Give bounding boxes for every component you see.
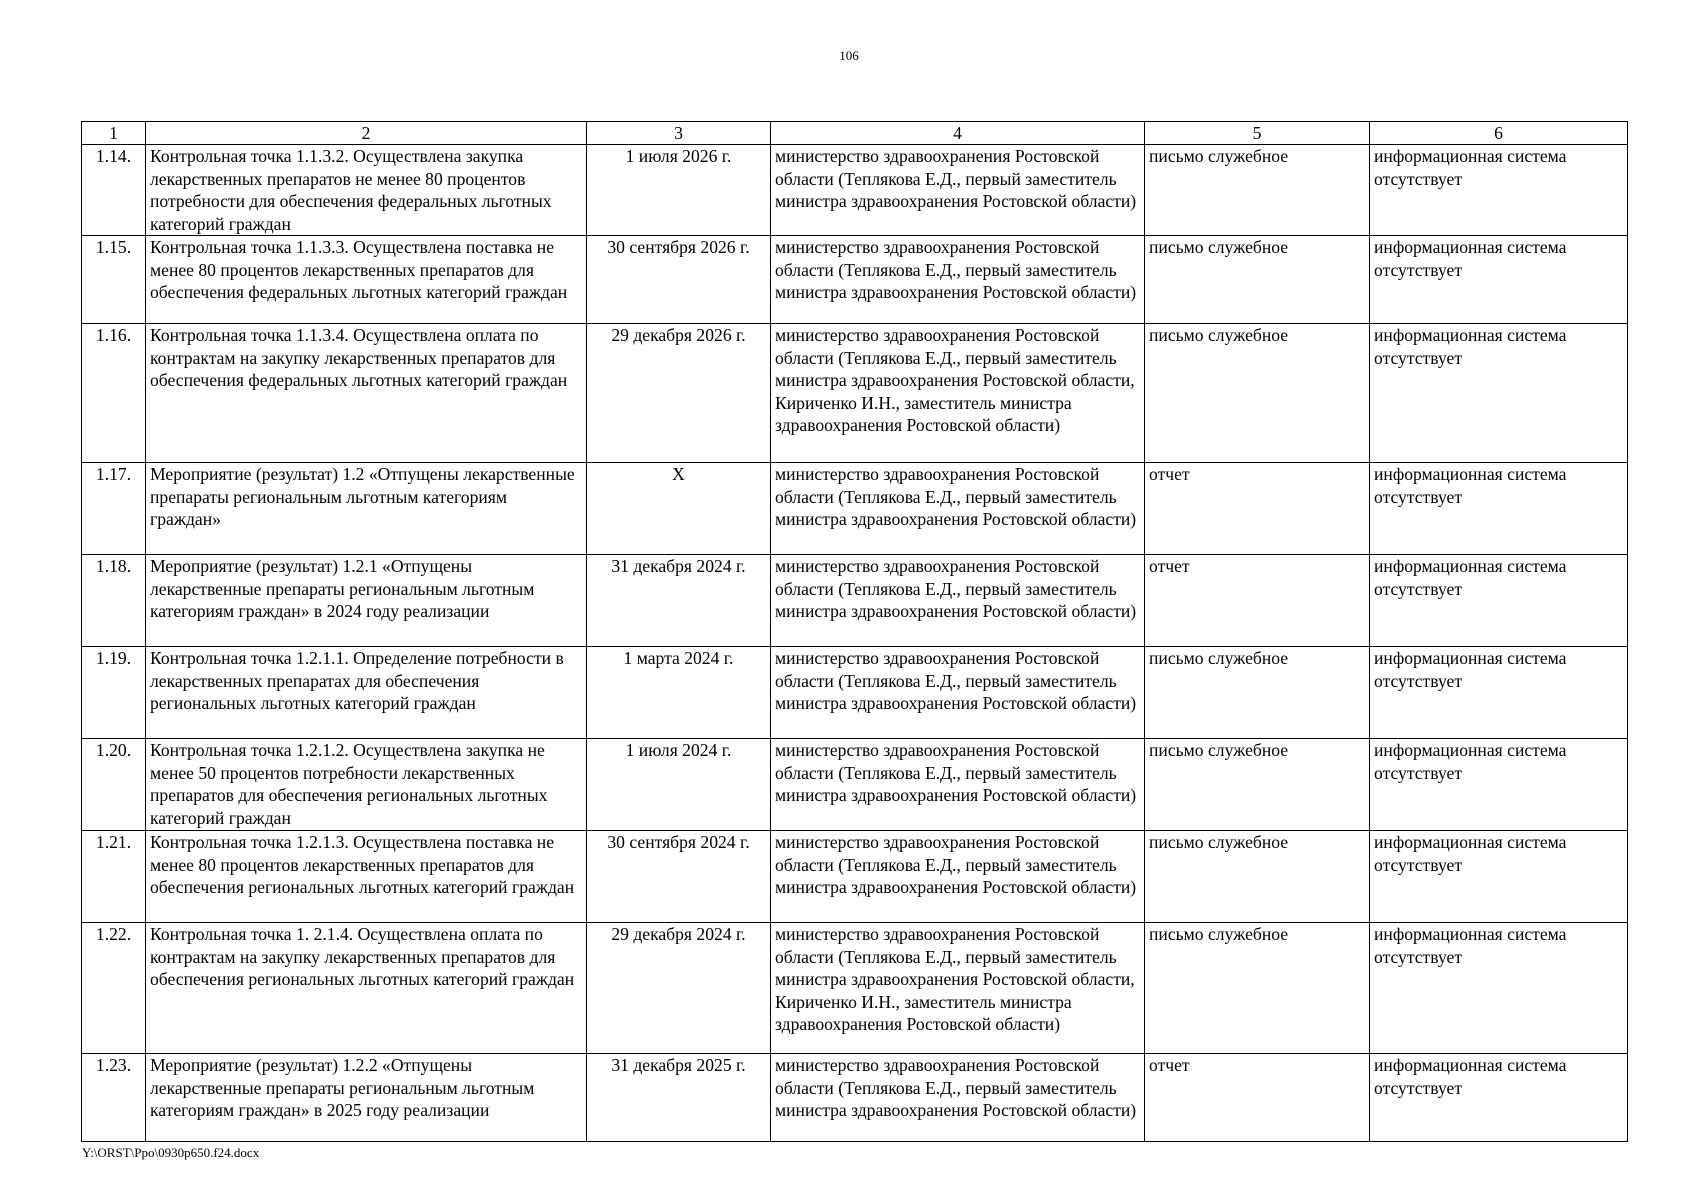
row-deadline: 30 сентября 2026 г. <box>587 236 771 324</box>
table-row <box>82 647 1628 739</box>
row-number: 1.23. <box>82 1054 146 1142</box>
row-number: 1.15. <box>82 236 146 324</box>
row-document: письмо служебное <box>1145 831 1370 923</box>
row-document: письмо служебное <box>1145 739 1370 831</box>
row-description: Контрольная точка 1.1.3.3. Осуществлена поставка не менее 80 процентов лекарственных препаратов для обеспечения федеральных льготных категорий граждан <box>146 236 587 324</box>
row-document: письмо служебное <box>1145 324 1370 463</box>
row-info-system: информационная система отсутствует <box>1370 1054 1628 1142</box>
column-header: 6 <box>1370 122 1628 145</box>
row-info-system: информационная система отсутствует <box>1370 145 1628 236</box>
row-info-system: информационная система отсутствует <box>1370 739 1628 831</box>
row-description: Контрольная точка 1. 2.1.4. Осуществлена оплата по контрактам на закупку лекарственных препаратов для обеспечения региональных льготных категорий граждан <box>146 923 587 1054</box>
row-number: 1.20. <box>82 739 146 831</box>
row-deadline: 31 декабря 2024 г. <box>587 555 771 647</box>
row-deadline: X <box>587 463 771 555</box>
row-responsible: министерство здравоохранения Ростовской области (Теплякова Е.Д., первый заместитель министра здравоохранения Ростовской области) <box>771 739 1145 831</box>
file-path-footer: Y:\ORST\Ppo\0930p650.f24.docx <box>82 1145 260 1160</box>
column-header: 5 <box>1145 122 1370 145</box>
table-row <box>82 324 1628 463</box>
row-description: Контрольная точка 1.1.3.4. Осуществлена оплата по контрактам на закупку лекарственных препаратов для обеспечения федеральных льготных категорий граждан <box>146 324 587 463</box>
row-number: 1.17. <box>82 463 146 555</box>
row-responsible: министерство здравоохранения Ростовской области (Теплякова Е.Д., первый заместитель министра здравоохранения Ростовской области) <box>771 647 1145 739</box>
row-description: Контрольная точка 1.1.3.2. Осуществлена закупка лекарственных препаратов не менее 80 процентов потребности для обеспечения федеральных льготных категорий граждан <box>146 145 587 236</box>
table-row <box>82 923 1628 1054</box>
plan-table <box>81 121 1628 1142</box>
row-responsible: министерство здравоохранения Ростовской области (Теплякова Е.Д., первый заместитель министра здравоохранения Ростовской области) <box>771 463 1145 555</box>
row-description: Мероприятие (результат) 1.2.1 «Отпущены лекарственные препараты региональным льготным категориям граждан» в 2024 году реализации <box>146 555 587 647</box>
table-row <box>82 145 1628 236</box>
row-number: 1.19. <box>82 647 146 739</box>
row-description: Мероприятие (результат) 1.2 «Отпущены лекарственные препараты региональным льготным категориям граждан» <box>146 463 587 555</box>
row-number: 1.22. <box>82 923 146 1054</box>
column-header: 3 <box>587 122 771 145</box>
row-description: Контрольная точка 1.2.1.3. Осуществлена поставка не менее 80 процентов лекарственных препаратов для обеспечения региональных льготных категорий граждан <box>146 831 587 923</box>
row-document: письмо служебное <box>1145 145 1370 236</box>
column-header: 1 <box>82 122 146 145</box>
row-number: 1.16. <box>82 324 146 463</box>
row-responsible: министерство здравоохранения Ростовской области (Теплякова Е.Д., первый заместитель министра здравоохранения Ростовской области, Кириченко И.Н., заместитель министра здравоохранения Ростовской области) <box>771 923 1145 1054</box>
row-deadline: 30 сентября 2024 г. <box>587 831 771 923</box>
row-number: 1.18. <box>82 555 146 647</box>
row-deadline: 1 июля 2024 г. <box>587 739 771 831</box>
column-header: 4 <box>771 122 1145 145</box>
row-number: 1.21. <box>82 831 146 923</box>
row-info-system: информационная система отсутствует <box>1370 555 1628 647</box>
table-row <box>82 463 1628 555</box>
row-info-system: информационная система отсутствует <box>1370 236 1628 324</box>
row-document: отчет <box>1145 463 1370 555</box>
row-number: 1.14. <box>82 145 146 236</box>
row-info-system: информационная система отсутствует <box>1370 463 1628 555</box>
row-info-system: информационная система отсутствует <box>1370 831 1628 923</box>
row-deadline: 29 декабря 2024 г. <box>587 923 771 1054</box>
row-info-system: информационная система отсутствует <box>1370 324 1628 463</box>
row-description: Контрольная точка 1.2.1.2. Осуществлена закупка не менее 50 процентов потребности лекарственных препаратов для обеспечения региональных льготных категорий граждан <box>146 739 587 831</box>
row-deadline: 1 марта 2024 г. <box>587 647 771 739</box>
page-number: 106 <box>839 48 859 63</box>
header-row <box>82 122 1628 145</box>
table-row <box>82 555 1628 647</box>
row-description: Мероприятие (результат) 1.2.2 «Отпущены лекарственные препараты региональным льготным категориям граждан» в 2025 году реализации <box>146 1054 587 1142</box>
table-row <box>82 1054 1628 1142</box>
row-responsible: министерство здравоохранения Ростовской области (Теплякова Е.Д., первый заместитель министра здравоохранения Ростовской области) <box>771 236 1145 324</box>
row-responsible: министерство здравоохранения Ростовской области (Теплякова Е.Д., первый заместитель министра здравоохранения Ростовской области) <box>771 555 1145 647</box>
row-responsible: министерство здравоохранения Ростовской области (Теплякова Е.Д., первый заместитель министра здравоохранения Ростовской области) <box>771 145 1145 236</box>
row-document: письмо служебное <box>1145 647 1370 739</box>
column-header: 2 <box>146 122 587 145</box>
row-info-system: информационная система отсутствует <box>1370 647 1628 739</box>
row-description: Контрольная точка 1.2.1.1. Определение потребности в лекарственных препаратах для обеспечения региональных льготных категорий граждан <box>146 647 587 739</box>
row-document: письмо служебное <box>1145 923 1370 1054</box>
row-info-system: информационная система отсутствует <box>1370 923 1628 1054</box>
row-document: письмо служебное <box>1145 236 1370 324</box>
row-responsible: министерство здравоохранения Ростовской области (Теплякова Е.Д., первый заместитель министра здравоохранения Ростовской области) <box>771 1054 1145 1142</box>
row-document: отчет <box>1145 1054 1370 1142</box>
row-deadline: 29 декабря 2026 г. <box>587 324 771 463</box>
table-row <box>82 739 1628 831</box>
row-deadline: 1 июля 2026 г. <box>587 145 771 236</box>
row-document: отчет <box>1145 555 1370 647</box>
row-responsible: министерство здравоохранения Ростовской области (Теплякова Е.Д., первый заместитель министра здравоохранения Ростовской области, Кириченко И.Н., заместитель министра здравоохранения Ростовской области) <box>771 324 1145 463</box>
table-row <box>82 831 1628 923</box>
row-responsible: министерство здравоохранения Ростовской области (Теплякова Е.Д., первый заместитель министра здравоохранения Ростовской области) <box>771 831 1145 923</box>
table-row <box>82 236 1628 324</box>
row-deadline: 31 декабря 2025 г. <box>587 1054 771 1142</box>
